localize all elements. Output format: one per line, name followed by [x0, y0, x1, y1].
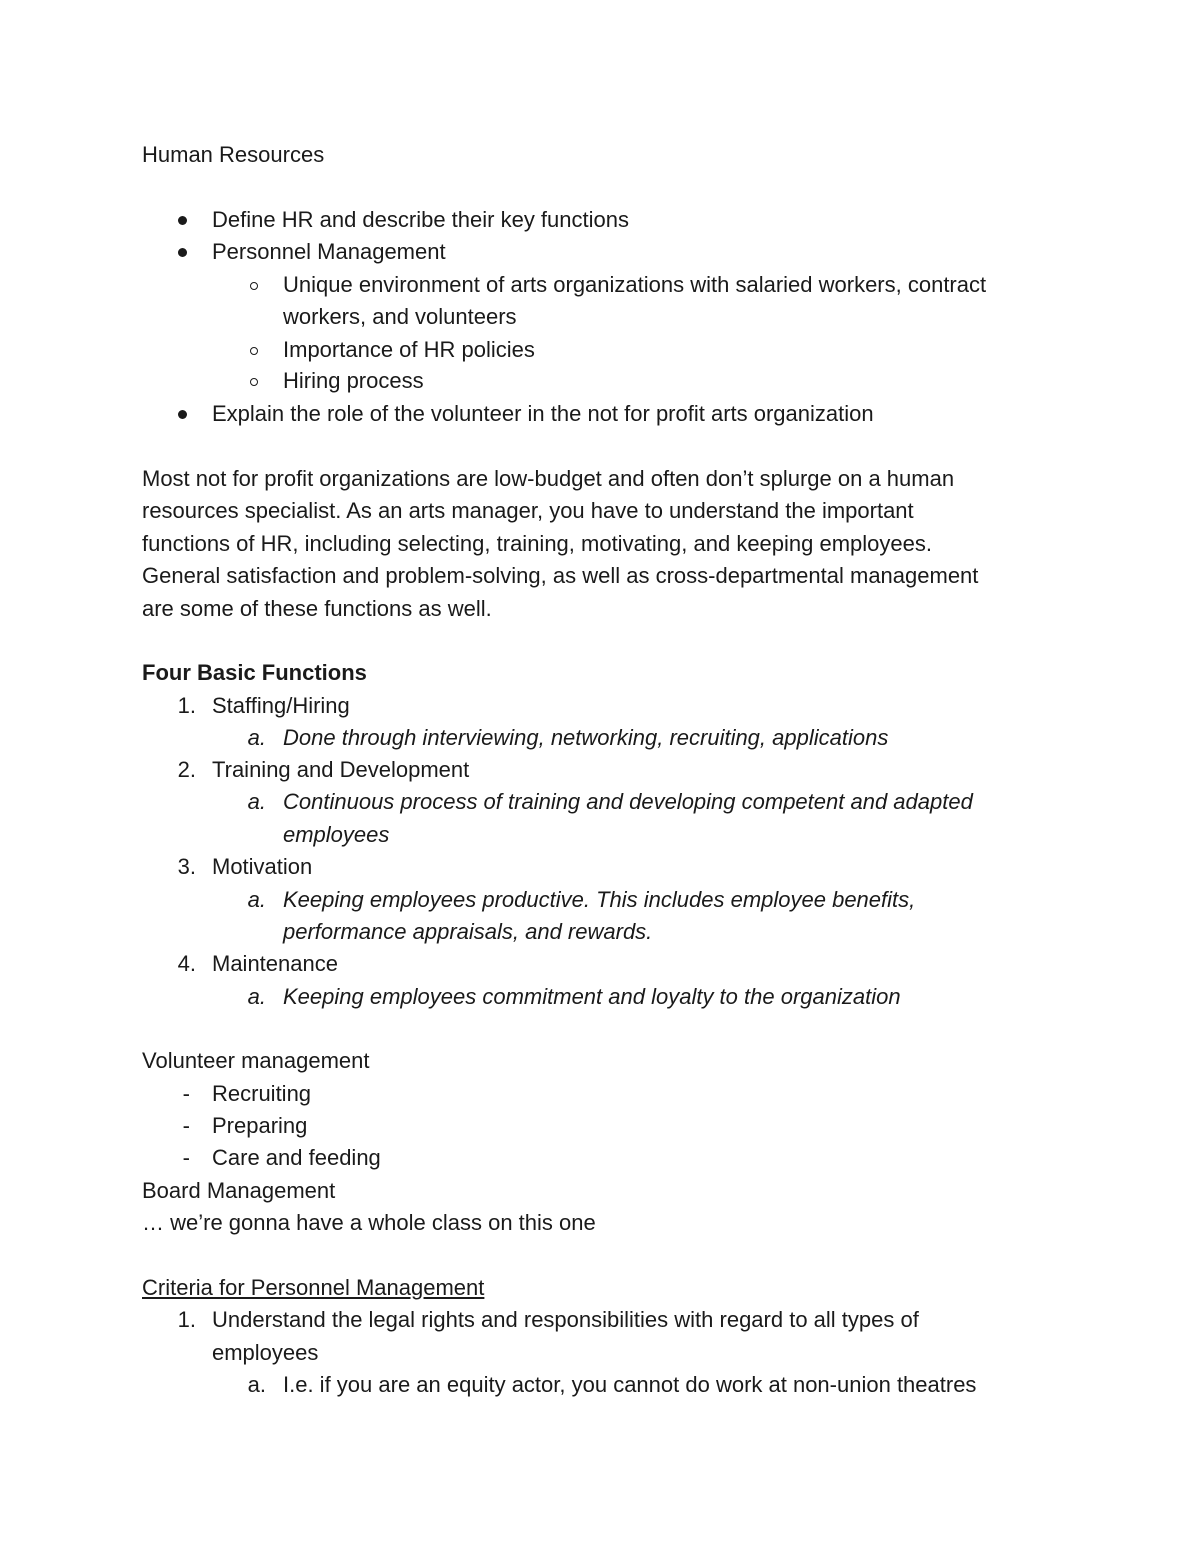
bullet-circle-icon [250, 378, 258, 386]
paragraph-line: Most not for profit organizations are low-budget and often don’t splurge on a human [142, 466, 955, 491]
sub-list-item: Keeping employees commitment and loyalty to the organization [283, 984, 901, 1009]
dash-marker: - [182, 1113, 190, 1138]
board-heading: Board Management [142, 1178, 336, 1203]
list-number: 2. [177, 757, 196, 782]
list-item: Maintenance [212, 951, 338, 976]
sub-list-item: Importance of HR policies [283, 337, 535, 362]
bullet-circle-icon [250, 282, 258, 290]
list-letter: a. [247, 725, 266, 750]
list-number: 1. [177, 1307, 196, 1332]
sub-list-item-continued: workers, and volunteers [283, 304, 517, 329]
list-letter: a. [247, 887, 266, 912]
list-item: Explain the role of the volunteer in the not for profit arts organization [212, 401, 874, 426]
sub-list-item: Keeping employees productive. This includes employee benefits, [283, 887, 916, 912]
volunteer-heading: Volunteer management [142, 1048, 370, 1073]
sub-list-item: Hiring process [283, 368, 424, 393]
list-number: 1. [177, 693, 196, 718]
list-number: 3. [177, 854, 196, 879]
list-item: Care and feeding [212, 1145, 381, 1170]
bullet-dot-icon [178, 410, 187, 419]
dash-marker: - [182, 1081, 190, 1106]
list-item: Staffing/Hiring [212, 693, 350, 718]
sub-list-item: Continuous process of training and developing competent and adapted [283, 789, 973, 814]
criteria-heading: Criteria for Personnel Management [142, 1275, 485, 1300]
bullet-circle-icon [250, 347, 258, 355]
list-item: Training and Development [212, 757, 470, 782]
paragraph-line: are some of these functions as well. [142, 596, 492, 621]
sub-list-item-continued: employees [283, 822, 390, 847]
list-letter: a. [247, 789, 266, 814]
list-letter: a. [247, 984, 266, 1009]
bullet-dot-icon [178, 216, 187, 225]
page-title: Human Resources [142, 142, 325, 167]
list-item: Define HR and describe their key functions [212, 207, 629, 232]
list-item: Motivation [212, 854, 313, 879]
list-number: 4. [177, 951, 196, 976]
sub-list-item-continued: performance appraisals, and rewards. [283, 919, 653, 944]
list-item: Preparing [212, 1113, 308, 1138]
bullet-dot-icon [178, 248, 187, 257]
list-item-continued: employees [212, 1340, 319, 1365]
sub-list-item: Done through interviewing, networking, recruiting, applications [283, 725, 889, 750]
dash-marker: - [182, 1145, 190, 1170]
sub-list-item: Unique environment of arts organizations with salaried workers, contract [283, 272, 987, 297]
list-item: Personnel Management [212, 239, 446, 264]
paragraph-line: functions of HR, including selecting, training, motivating, and keeping employees. [142, 531, 933, 556]
sub-list-item: I.e. if you are an equity actor, you cannot do work at non-union theatres [283, 1372, 977, 1397]
list-item: Understand the legal rights and responsibilities with regard to all types of [212, 1307, 919, 1332]
paragraph-line: General satisfaction and problem-solving, as well as cross-departmental management [142, 563, 979, 588]
list-letter: a. [247, 1372, 266, 1397]
board-note: … we’re gonna have a whole class on this one [142, 1210, 596, 1235]
list-item: Recruiting [212, 1081, 312, 1106]
functions-heading: Four Basic Functions [142, 660, 367, 685]
paragraph-line: resources specialist. As an arts manager, you have to understand the important [142, 498, 914, 523]
